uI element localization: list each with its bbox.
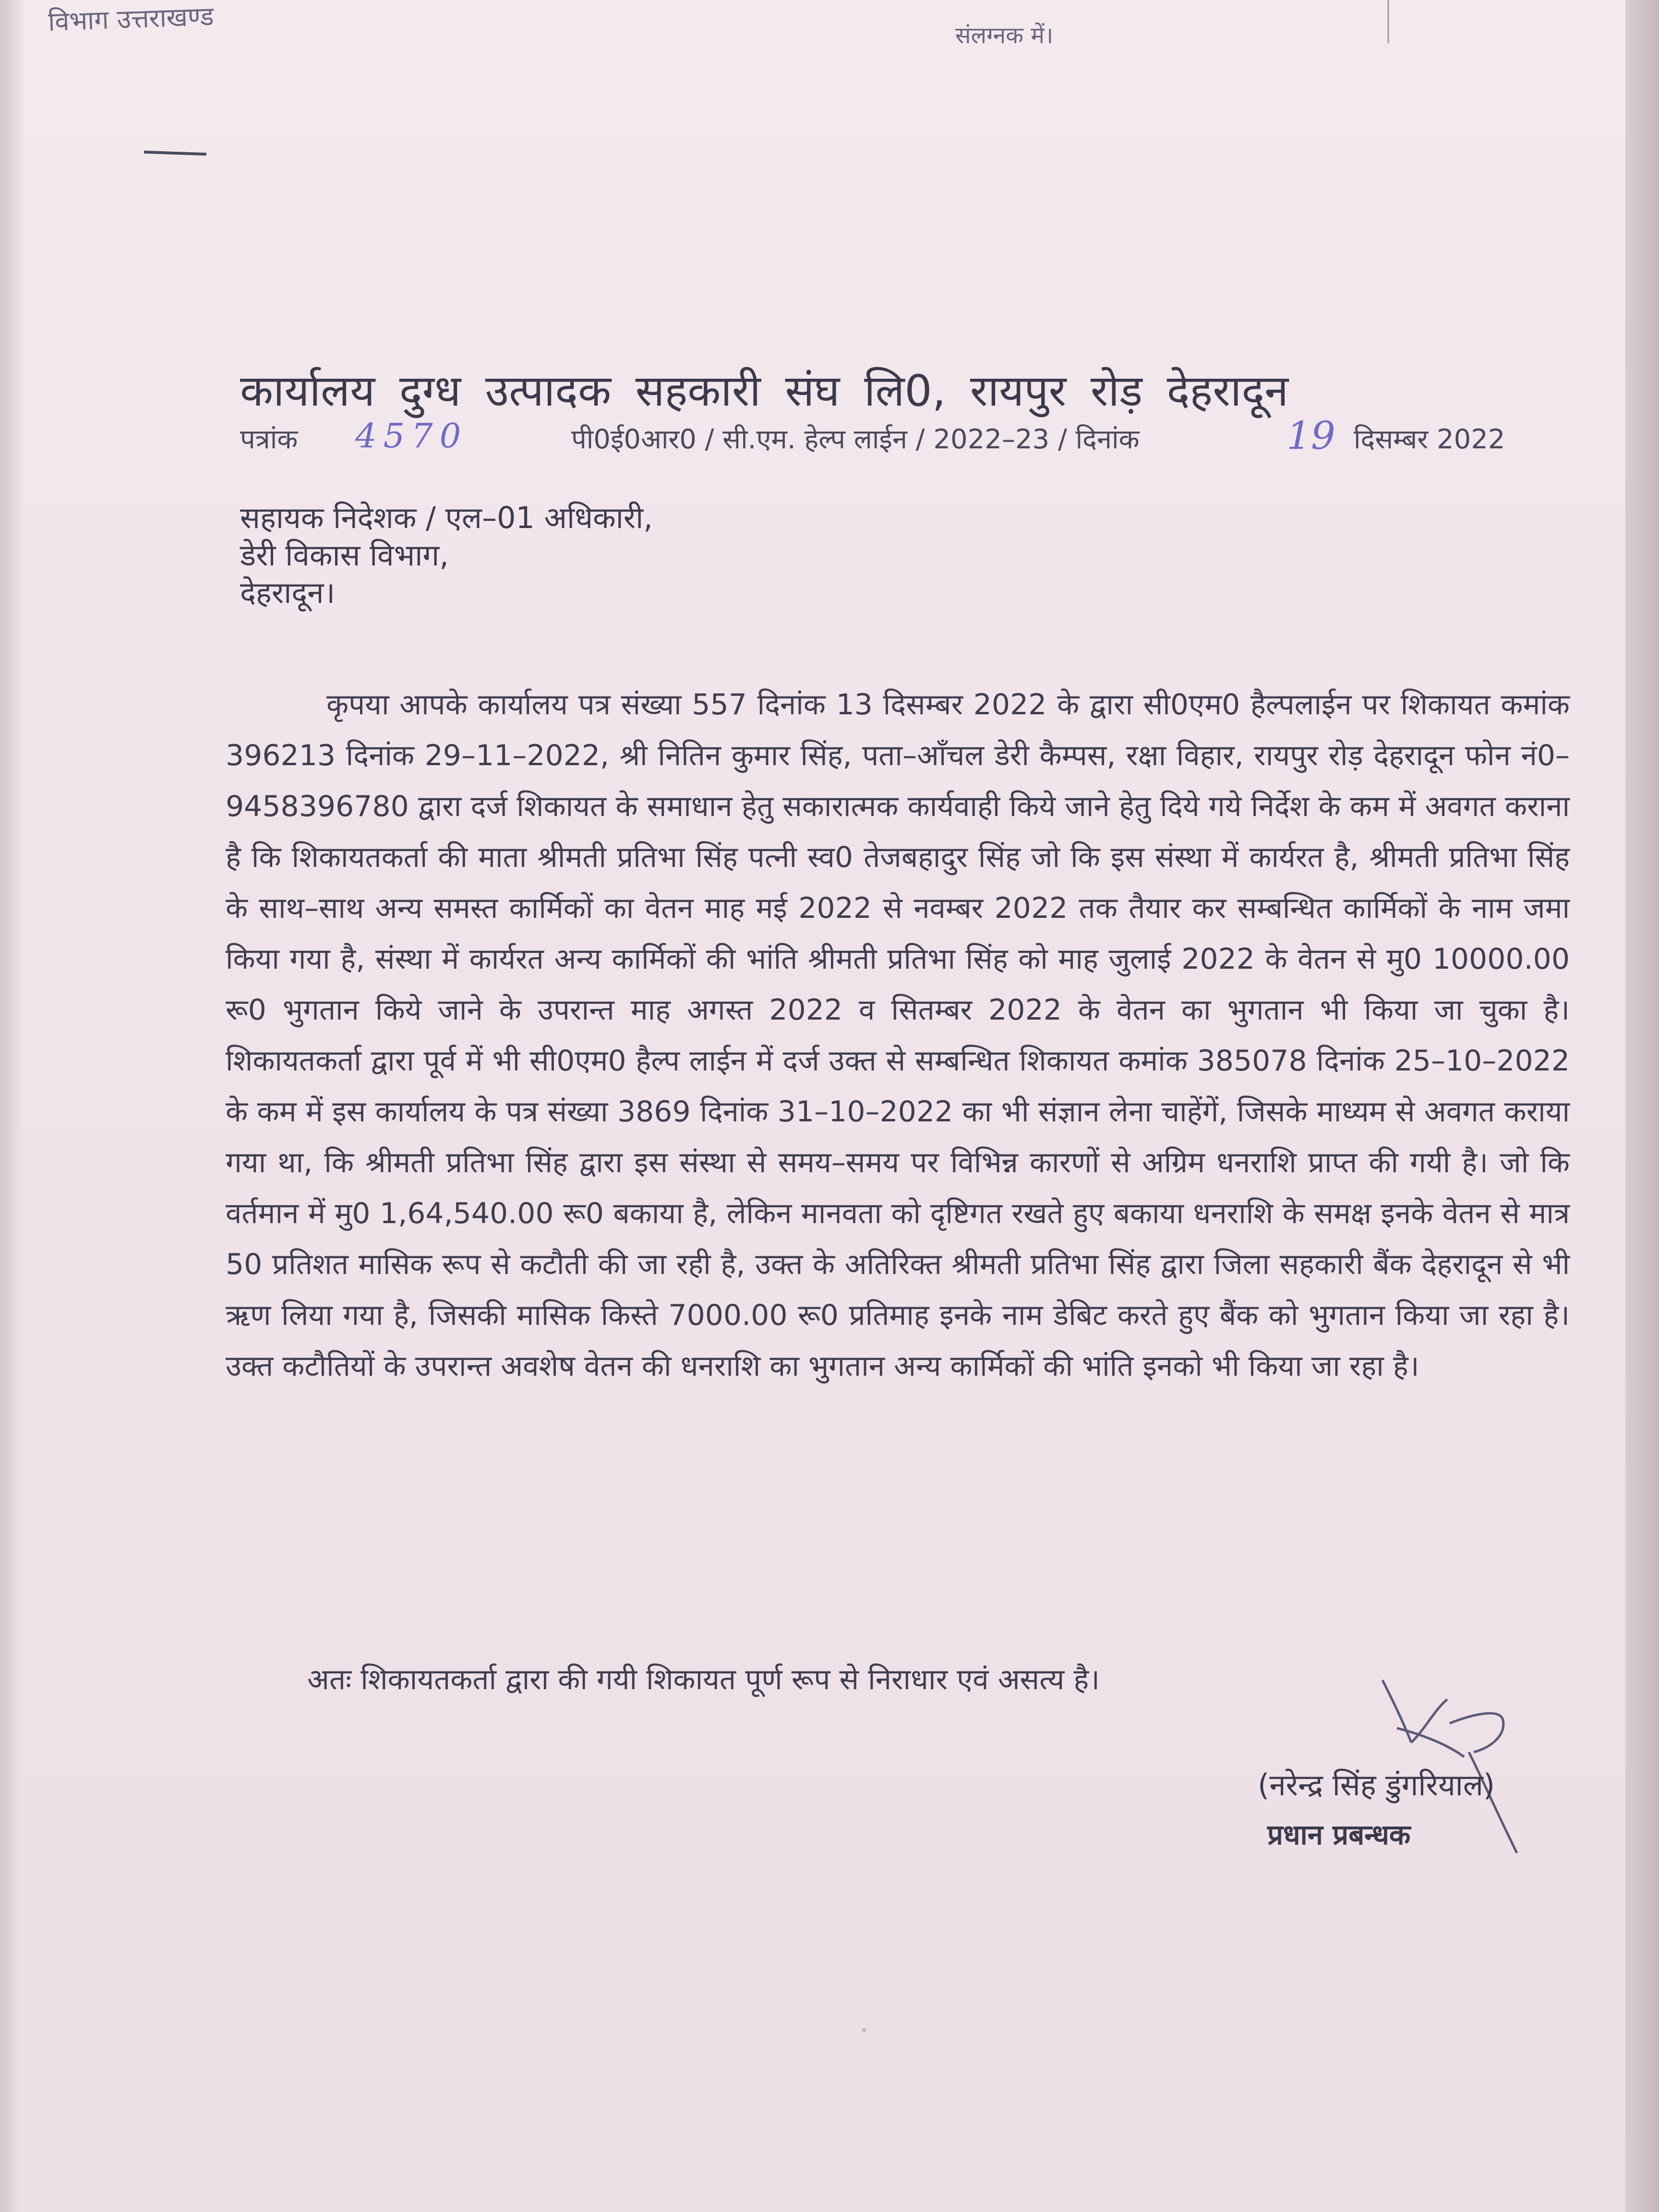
letterhead-title: कार्यालय दुग्ध उत्पादक सहकारी संघ लि0, रायपुर रोड़ देहरादून <box>240 366 1289 416</box>
paper-crease <box>1387 0 1389 43</box>
recipient-line-3: देहरादून। <box>240 575 336 610</box>
body-paragraph: कृपया आपके कार्यालय पत्र संख्या 557 दिनांक 13 दिसम्बर 2022 के द्वारा सी0एम0 हैल्पलाईन पर शिकायत कमांक 396213 दिनांक 29–11–2022, श्री नितिन कुमार सिंह, पता–आँचल डेरी कैम्पस, रक्षा विहार, रायपुर रोड़ देहरादून फोन नं0–9458396780 द्वारा दर्ज शिकायत के समाधान हेतु सकारात्मक कार्यवाही किये जाने हेतु दिये गये निर्देश के कम में अवगत कराना है कि शिकायतकर्ता की माता श्रीमती प्रतिभा सिंह पत्नी स्व0 तेजबहादुर सिंह जो कि इस संस्था में कार्यरत है, श्रीमती प्रतिभा सिंह के साथ–साथ अन्य समस्त कार्मिकों का वेतन माह मई 2022 से नवम्बर 2022 तक तैयार कर सम्बन्धित कार्मिकों के नाम जमा किया गया है, संस्था में कार्यरत अन्य कार्मिकों की भांति श्रीमती प्रतिभा सिंह को माह जुलाई 2022 के वेतन से मु0 10000.00 रू0 भुगतान किये जाने के उपरान्त माह अगस्त 2022 व सितम्बर 2022 के वेतन का भुगतान भी किया जा चुका है। शिकायतकर्ता द्वारा पूर्व में भी सी0एम0 हैल्प लाईन में दर्ज उक्त से सम्बन्धित शिकायत कमांक 385078 दिनांक 25–10–2022 के कम में इस कार्यालय के पत्र संख्या 3869 दिनांक 31–10–2022 का भी संज्ञान लेना चाहेंगें, जिसके माध्यम से अवगत कराया गया था, कि श्रीमती प्रतिभा सिंह द्वारा इस संस्था से समय–समय पर विभिन्न कारणों से अग्रिम धनराशि प्राप्त की गयी है। जो कि वर्तमान में मु0 1,64,540.00 रू0 बकाया है, लेकिन मानवता को दृष्टिगत रखते हुए बकाया धनराशि के समक्ष इनके वेतन से मात्र 50 प्रतिशत मासिक रूप से कटौती की जा रही है, उक्त के अतिरिक्त श्रीमती प्रतिभा सिंह द्वारा जिला सहकारी बैंक देहरादून से भी ऋण लिया गया है, जिसकी मासिक किस्ते 7000.00 रू0 प्रतिमाह इनके नाम डेबिट करते हुए बैंक को भुगतान किया जा रहा है। उक्त कटौतियों के उपरान्त अवशेष वेतन की धनराशि का भुगतान अन्य कार्मिकों की भांति इनको भी किया जा रहा है। <box>226 688 1570 1383</box>
signatory-designation: प्रधान प्रबन्धक <box>1267 1818 1411 1851</box>
recipient-address <box>240 499 653 612</box>
paper-spot <box>862 2028 866 2032</box>
recipient-line-2: डेरी विकास विभाग, <box>240 538 449 573</box>
paper-right-edge <box>1625 0 1659 2212</box>
recipient-line-1: सहायक निदेशक / एल–01 अधिकारी, <box>240 500 653 535</box>
top-right-fragment-text: संलग्नक में। <box>955 22 1054 49</box>
paper-left-edge <box>0 0 23 2212</box>
letter-number-label: पत्रांक <box>240 424 298 455</box>
date-month-year: दिसम्बर 2022 <box>1354 424 1505 455</box>
reference-text: पी0ई0आर0 / सी.एम. हेल्प लाईन / 2022–23 / दिनांक <box>571 424 1140 455</box>
signatory-name: (नरेन्द्र सिंह डुंगरियाल) <box>1258 1767 1495 1803</box>
handwritten-date-day: 19 <box>1286 413 1335 458</box>
handwritten-letter-number: 4570 <box>355 416 468 456</box>
top-left-fragment-text: विभाग उत्तराखण्ड <box>48 0 215 37</box>
closing-statement: अतः शिकायतकर्ता द्वारा की गयी शिकायत पूर्ण रूप से निराधार एवं असत्य है। <box>307 1663 1100 1696</box>
